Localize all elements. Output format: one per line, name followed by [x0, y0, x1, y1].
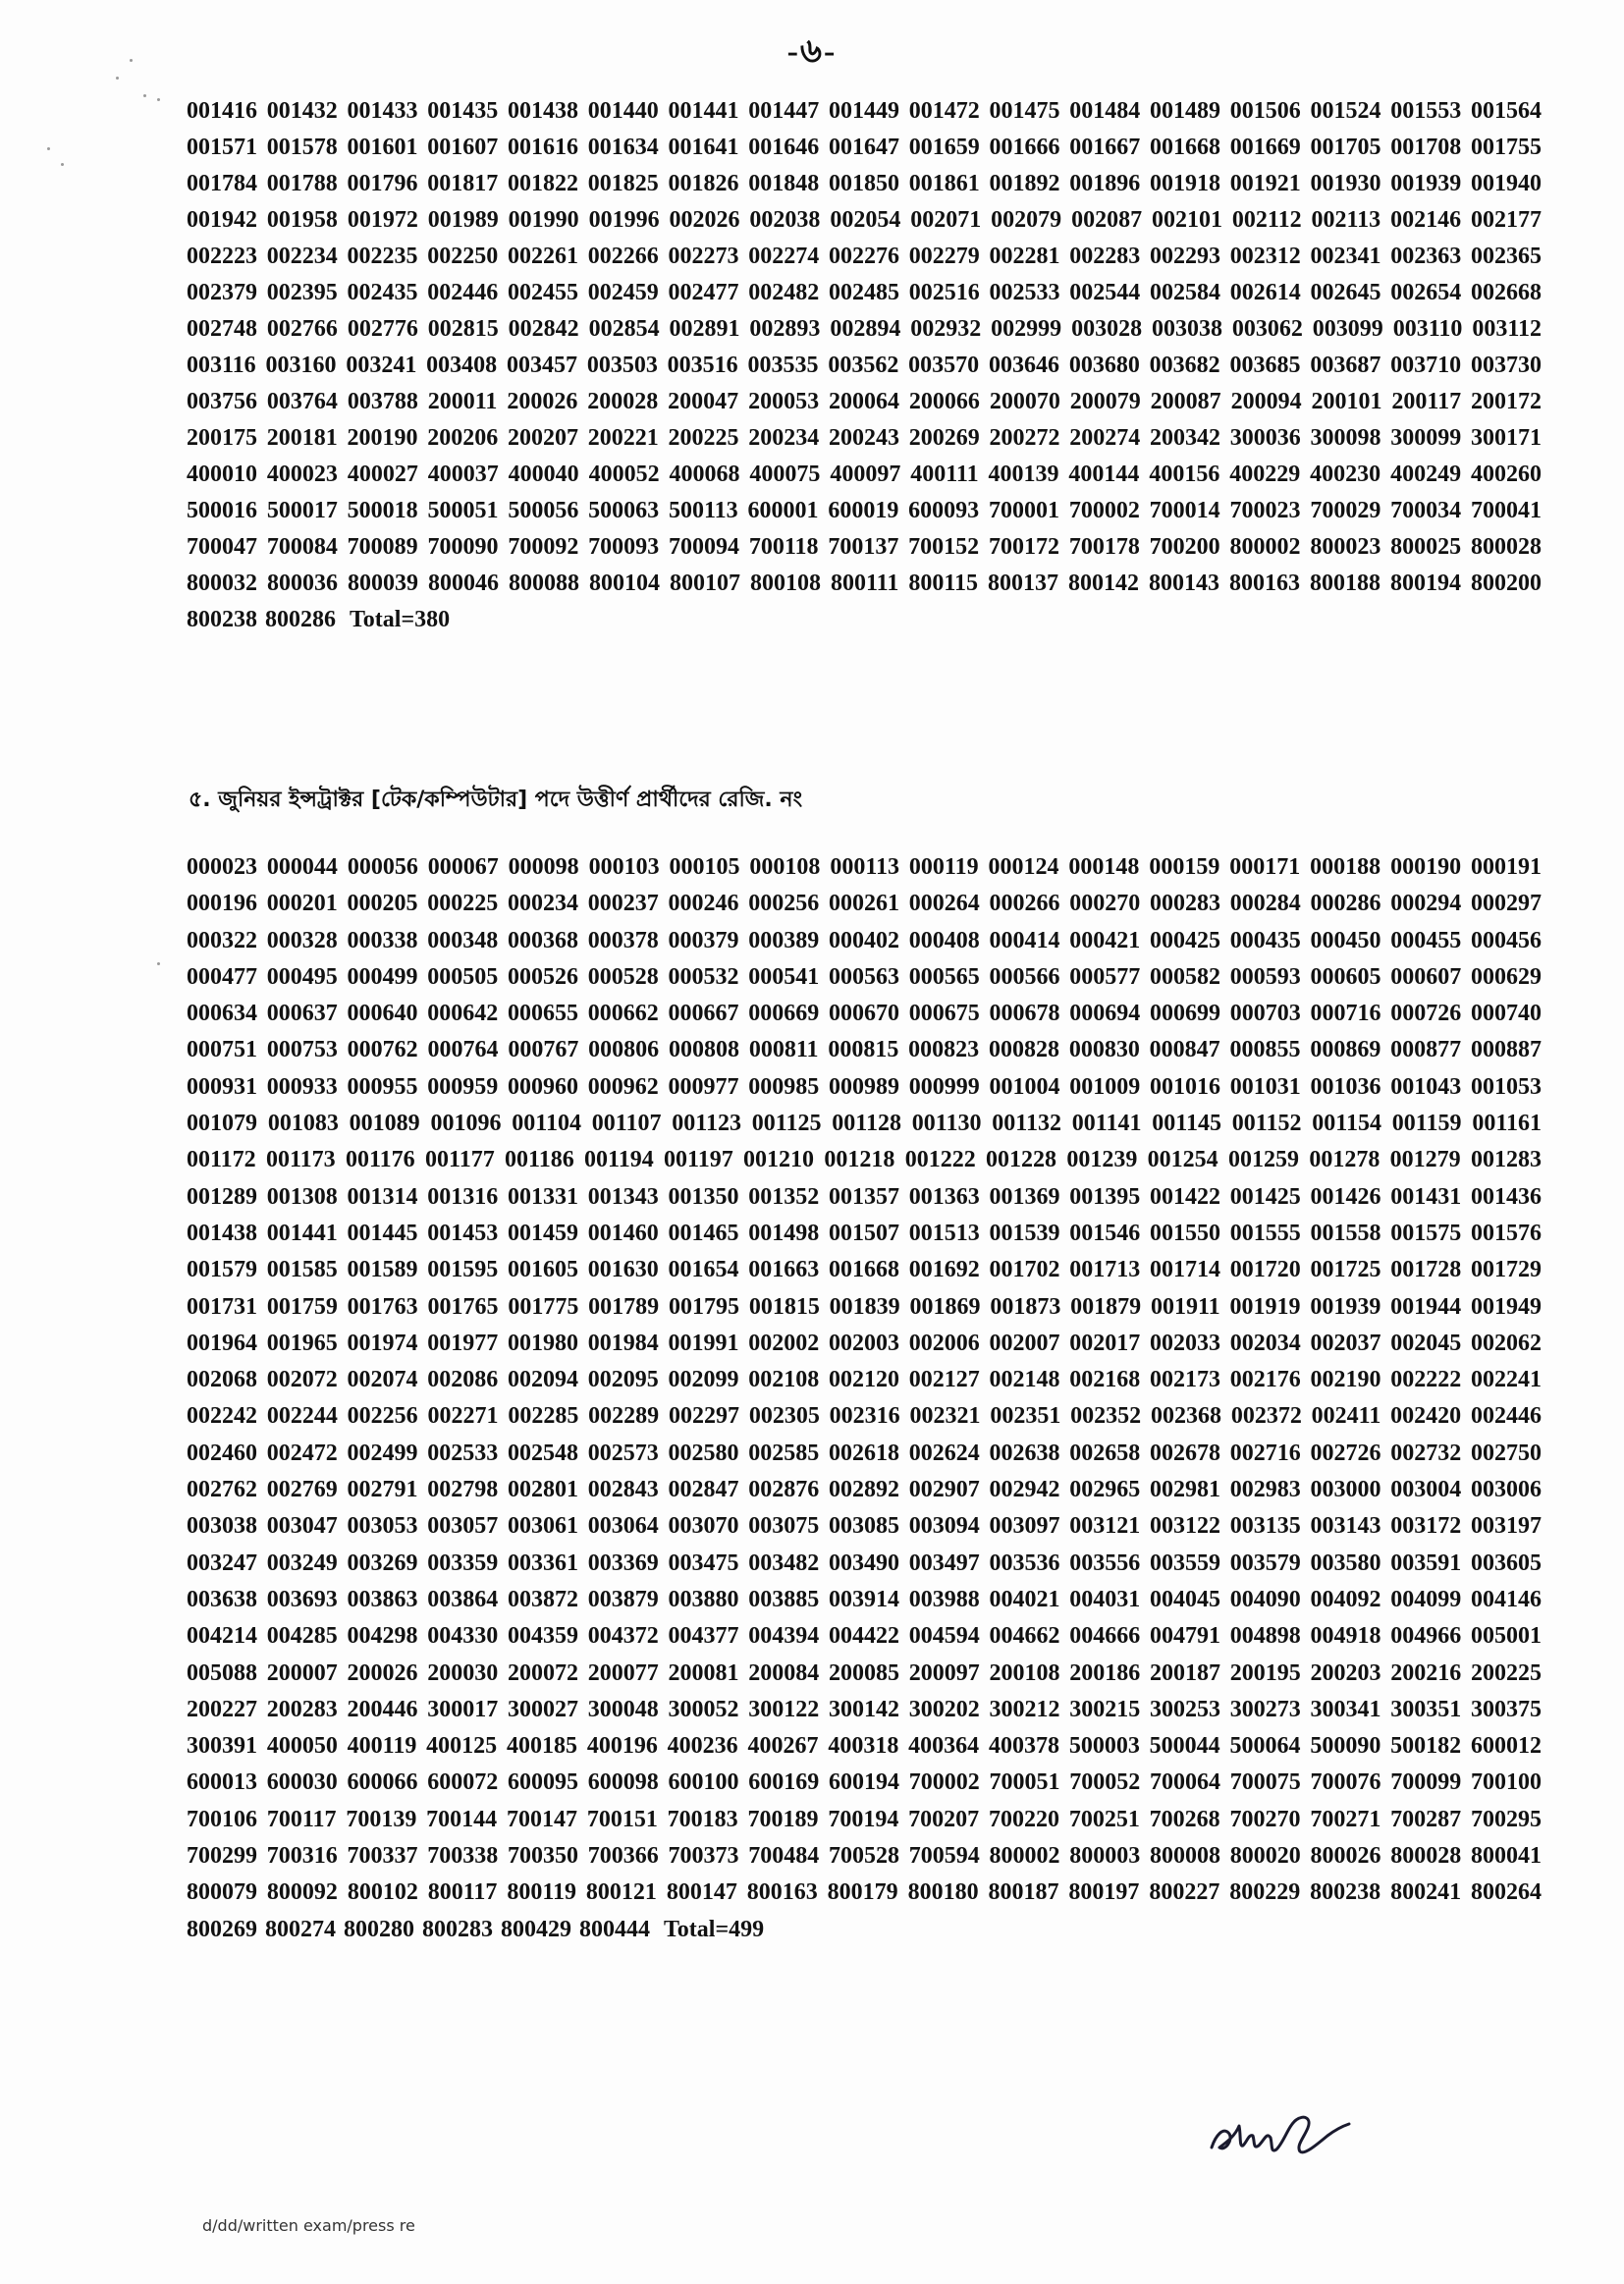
registration-numbers-1: 001416 001432 001433 001435 001438 001440 001441 001447 001449 001472 001475 001484 001489 001506 001524 001553 001564 001571 001578 001601 001607 001616 001634 001641 001646 001647 001659 001666 001667 001668 001669 001705 001708 001755 001784 001788 001796 001817 001822 001825 001826 001848 001850 001861 001892 001896 001918 001921 001930 001939 001940 001942 001958 001972 001989 001990 001996 002026 002038 002054 002071 002079 002087 002101 002112 002113 002146 002177 002223 002234 002235 002250 002261 002266 002273 002274 002276 002279 002281 002283 002293 002312 002341 002363 002365 002379 002395 002435 002446 002455 002459 002477 002482 002485 002516 002533 002544 002584 002614 002645 002654 002668 002748 002766 002776 002815 002842 002854 002891 002893 002894 002932 002999 003028 003038 003062 003099 003110 003112 003116 003160 003241 003408 003457 003503 003516 003535 003562 003570 003646 003680 003682 003685 003687 003710 003730 003756 003764 003788 200011 200026 200028 200047 200053 200064 200066 200070 200079 200087 200094 200101 200117 200172 200175 200181 200190 200206 200207 200221 200225 200234 200243 200269 200272 200274 200342 300036 300098 300099 300171 400010 400023 400027 400037 400040 400052 400068 400075 400097 400111 400139 400144 400156 400229 400230 400249 400260 500016 500017 500018 500051 500056 500063 500113 600001 600019 600093 700001 700002 700014 700023 700029 700034 700041 700047 700084 700089 700090 700092 700093 700094 700118 700137 700152 700172 700178 700200 800002 800023 800025 800028 800032 800036 800039 800046 800088 800104 800107 800108 800111 800115 800137 800142 800143 800163 800188 800194 800200 800238 800286 [187, 98, 1542, 632]
total-count-2: Total=499 [664, 1916, 765, 1942]
page-number: -৬- [786, 33, 838, 70]
registration-number-list-2 [187, 849, 1542, 1948]
registration-numbers-2: 000023 000044 000056 000067 000098 000103 000105 000108 000113 000119 000124 000148 000159 000171 000188 000190 000191 000196 000201 000205 000225 000234 000237 000246 000256 000261 000264 000266 000270 000283 000284 000286 000294 000297 000322 000328 000338 000348 000368 000378 000379 000389 000402 000408 000414 000421 000425 000435 000450 000455 000456 000477 000495 000499 000505 000526 000528 000532 000541 000563 000565 000566 000577 000582 000593 000605 000607 000629 000634 000637 000640 000642 000655 000662 000667 000669 000670 000675 000678 000694 000699 000703 000716 000726 000740 000751 000753 000762 000764 000767 000806 000808 000811 000815 000823 000828 000830 000847 000855 000869 000877 000887 000931 000933 000955 000959 000960 000962 000977 000985 000989 000999 001004 001009 001016 001031 001036 001043 001053 001079 001083 001089 001096 001104 001107 001123 001125 001128 001130 001132 001141 001145 001152 001154 001159 001161 001172 001173 001176 001177 001186 001194 001197 001210 001218 001222 001228 001239 001254 001259 001278 001279 001283 001289 001308 001314 001316 001331 001343 001350 001352 001357 001363 001369 001395 001422 001425 001426 001431 001436 001438 001441 001445 001453 001459 001460 001465 001498 001507 001513 001539 001546 001550 001555 001558 001575 001576 001579 001585 001589 001595 001605 001630 001654 001663 001668 001692 001702 001713 001714 001720 001725 001728 001729 001731 001759 001763 001765 001775 001789 001795 001815 001839 001869 001873 001879 001911 001919 001939 001944 001949 001964 001965 001974 001977 001980 001984 001991 002002 002003 002006 002007 002017 002033 002034 002037 002045 002062 002068 002072 002074 002086 002094 002095 002099 002108 002120 002127 002148 002168 002173 002176 002190 002222 002241 002242 002244 002256 002271 002285 002289 002297 002305 002316 002321 002351 002352 002368 002372 002411 002420 002446 002460 002472 002499 002533 002548 002573 002580 002585 002618 002624 002638 002658 002678 002716 002726 002732 002750 002762 002769 002791 002798 002801 002843 002847 002876 002892 002907 002942 002965 002981 002983 003000 003004 003006 003038 003047 003053 003057 003061 003064 003070 003075 003085 003094 003097 003121 003122 003135 003143 003172 003197 003247 003249 003269 003359 003361 003369 003475 003482 003490 003497 003536 003556 003559 003579 003580 003591 003605 003638 003693 003863 003864 003872 003879 003880 003885 003914 003988 004021 004031 004045 004090 004092 004099 004146 004214 004285 004298 004330 004359 004372 004377 004394 004422 004594 004662 004666 004791 004898 004918 004966 005001 005088 200007 200026 200030 200072 200077 200081 200084 200085 200097 200108 200186 200187 200195 200203 200216 200225 200227 200283 200446 300017 300027 300048 300052 300122 300142 300202 300212 300215 300253 300273 300341 300351 300375 300391 400050 400119 400125 400185 400196 400236 400267 400318 400364 400378 500003 500044 500064 500090 500182 600012 600013 600030 600066 600072 600095 600098 600100 600169 600194 700002 700051 700052 700064 700075 700076 700099 700100 700106 700117 700139 700144 700147 700151 700183 700189 700194 700207 700220 700251 700268 700270 700271 700287 700295 700299 700316 700337 700338 700350 700366 700373 700484 700528 700594 800002 800003 800008 800020 800026 800028 800041 800079 800092 800102 800117 800119 800121 800147 800163 800179 800180 800187 800197 800227 800229 800238 800241 800264 800269 800274 800280 800283 800429 800444 [187, 854, 1542, 1942]
total-count-1: Total=380 [350, 607, 451, 632]
registration-number-list-1 [187, 93, 1542, 638]
section-heading: ৫. জুনিয়র ইন্সট্রাক্টর [টেক/কম্পিউটার] পদে উত্তীর্ণ প্রার্থীদের রেজি. নং [189, 788, 803, 812]
signature-image [1206, 2096, 1353, 2165]
footer-file-path: d/dd/written exam/press re [202, 2216, 415, 2235]
